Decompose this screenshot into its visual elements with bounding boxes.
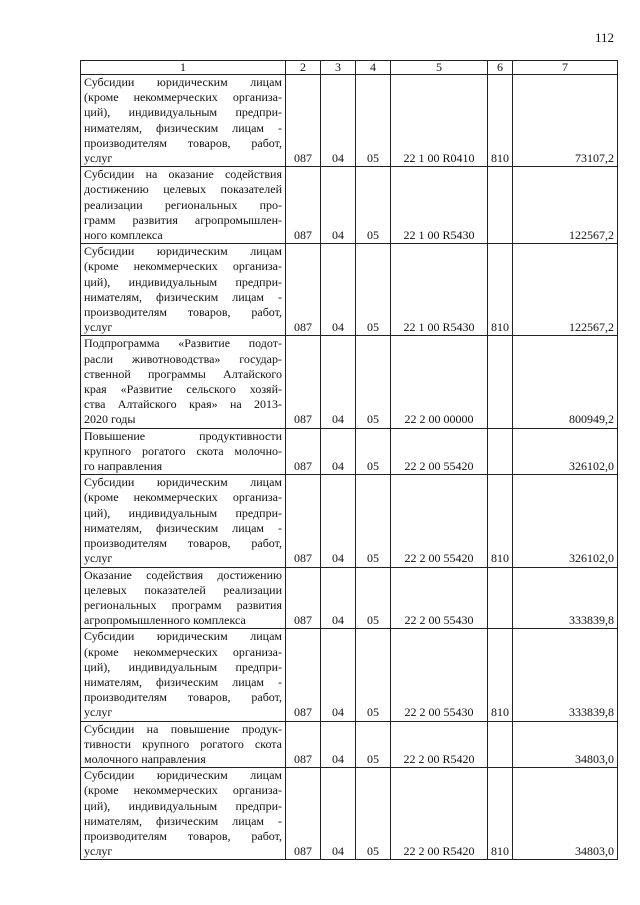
description-line: нимателям, физическим лицам - (84, 813, 282, 828)
target-item-code: 22 2 00 00000 (391, 336, 488, 428)
expense-type-code: 810 (488, 475, 513, 567)
column-header: 4 (356, 61, 391, 75)
row-description (81, 336, 286, 428)
subsection-code: 05 (356, 629, 391, 721)
subsection-code: 05 (356, 567, 391, 629)
description-line: нимателям, физическим лицам - (84, 674, 282, 689)
column-header: 2 (286, 61, 321, 75)
ministry-code: 087 (286, 336, 321, 428)
description-line: Субсидии юридическим лицам (84, 244, 282, 259)
section-code: 04 (321, 475, 356, 567)
description-line: Подпрограмма «Развитие подот- (84, 336, 282, 351)
description-line: Оказание содействия достижению (84, 567, 282, 582)
table-row (81, 475, 618, 567)
column-header: 1 (81, 61, 286, 75)
table-header-row (81, 61, 618, 75)
section-code: 04 (321, 167, 356, 244)
budget-table-body (81, 61, 618, 860)
target-item-code: 22 2 00 55420 (391, 475, 488, 567)
subsection-code: 05 (356, 475, 391, 567)
expense-type-code (488, 721, 513, 768)
description-line: услуг (84, 320, 113, 335)
row-description (81, 567, 286, 629)
table-row (81, 336, 618, 428)
description-line: ций), индивидуальным предпри- (84, 105, 282, 120)
target-item-code: 22 2 00 R5420 (391, 721, 488, 768)
subsection-code: 05 (356, 336, 391, 428)
description-line: (кроме некоммерческих организа- (84, 783, 282, 798)
table-row (81, 75, 618, 167)
description-line: услуг (84, 151, 113, 166)
description-line: (кроме некоммерческих организа- (84, 259, 282, 274)
expense-type-code: 810 (488, 768, 513, 860)
table-row (81, 428, 618, 475)
section-code: 04 (321, 336, 356, 428)
description-line: производителям товаров, работ, (84, 536, 282, 551)
target-item-code: 22 2 00 55420 (391, 428, 488, 475)
amount-value: 326102,0 (513, 428, 618, 475)
ministry-code: 087 (286, 567, 321, 629)
target-item-code: 22 1 00 R0410 (391, 75, 488, 167)
target-item-code: 22 2 00 55430 (391, 629, 488, 721)
table-row (81, 721, 618, 768)
target-item-code: 22 2 00 55430 (391, 567, 488, 629)
description-line: услуг (84, 705, 113, 720)
target-item-code: 22 1 00 R5430 (391, 167, 488, 244)
expense-type-code: 810 (488, 629, 513, 721)
description-line: Субсидии юридическим лицам (84, 475, 282, 490)
amount-value: 122567,2 (513, 167, 618, 244)
column-header: 7 (513, 61, 618, 75)
description-line: реализации региональных про- (84, 197, 282, 212)
description-line: 2020 годы (84, 412, 136, 427)
description-line: нимателям, физическим лицам - (84, 120, 282, 135)
ministry-code: 087 (286, 721, 321, 768)
subsection-code: 05 (356, 244, 391, 336)
subsection-code: 05 (356, 768, 391, 860)
ministry-code: 087 (286, 768, 321, 860)
description-line: (кроме некоммерческих организа- (84, 644, 282, 659)
amount-value: 34803,0 (513, 768, 618, 860)
description-line: Субсидии на оказание содействия (84, 167, 282, 182)
description-line: ственной программы Алтайского (84, 366, 282, 381)
amount-value: 73107,2 (513, 75, 618, 167)
section-code: 04 (321, 567, 356, 629)
row-description (81, 75, 286, 167)
subsection-code: 05 (356, 167, 391, 244)
description-line: производителям товаров, работ, (84, 135, 282, 150)
column-header: 3 (321, 61, 356, 75)
description-line: ций), индивидуальным предпри- (84, 274, 282, 289)
expense-type-code (488, 167, 513, 244)
description-line: нимателям, физическим лицам - (84, 520, 282, 535)
ministry-code: 087 (286, 244, 321, 336)
description-line: производителям товаров, работ, (84, 690, 282, 705)
table-row (81, 244, 618, 336)
description-line: ства Алтайского края» на 2013- (84, 397, 282, 412)
description-line: крупного рогатого скота молочно- (84, 443, 282, 458)
expense-type-code: 810 (488, 244, 513, 336)
description-line: ций), индивидуальным предпри- (84, 659, 282, 674)
expense-type-code: 810 (488, 75, 513, 167)
ministry-code: 087 (286, 167, 321, 244)
row-description (81, 475, 286, 567)
table-row (81, 629, 618, 721)
section-code: 04 (321, 721, 356, 768)
table-row (81, 768, 618, 860)
ministry-code: 087 (286, 428, 321, 475)
amount-value: 333839,8 (513, 567, 618, 629)
description-line: производителям товаров, работ, (84, 828, 282, 843)
description-line: региональных программ развития (84, 597, 282, 612)
subsection-code: 05 (356, 721, 391, 768)
section-code: 04 (321, 629, 356, 721)
description-line: достижению целевых показателей (84, 182, 282, 197)
expense-type-code (488, 336, 513, 428)
row-description (81, 428, 286, 475)
row-description (81, 167, 286, 244)
description-line: (кроме некоммерческих организа- (84, 490, 282, 505)
description-line: ного комплекса (84, 228, 163, 243)
description-line: услуг (84, 844, 113, 859)
ministry-code: 087 (286, 75, 321, 167)
subsection-code: 05 (356, 428, 391, 475)
description-line: расли животноводства» государ- (84, 351, 282, 366)
ministry-code: 087 (286, 629, 321, 721)
table-row (81, 567, 618, 629)
description-line: Субсидии юридическим лицам (84, 75, 282, 89)
section-code: 04 (321, 75, 356, 167)
row-description (81, 629, 286, 721)
description-line: го направления (84, 459, 163, 474)
section-code: 04 (321, 428, 356, 475)
budget-table (80, 60, 618, 860)
description-line: агропромышленного комплекса (84, 613, 246, 628)
description-line: ций), индивидуальным предпри- (84, 505, 282, 520)
row-description (81, 768, 286, 860)
section-code: 04 (321, 244, 356, 336)
section-code: 04 (321, 768, 356, 860)
description-line: производителям товаров, работ, (84, 305, 282, 320)
description-line: (кроме некоммерческих организа- (84, 90, 282, 105)
description-line: Субсидии юридическим лицам (84, 629, 282, 644)
description-line: Повышение продуктивности (84, 428, 282, 443)
description-line: услуг (84, 551, 113, 566)
description-line: ций), индивидуальным предпри- (84, 798, 282, 813)
expense-type-code (488, 567, 513, 629)
description-line: грамм развития агропромышлен- (84, 212, 282, 227)
target-item-code: 22 2 00 R5420 (391, 768, 488, 860)
ministry-code: 087 (286, 475, 321, 567)
column-header: 5 (391, 61, 488, 75)
description-line: молочного направления (84, 751, 206, 766)
amount-value: 326102,0 (513, 475, 618, 567)
description-line: Субсидии юридическим лицам (84, 768, 282, 783)
row-description (81, 721, 286, 768)
table-row (81, 167, 618, 244)
amount-value: 333839,8 (513, 629, 618, 721)
expense-type-code (488, 428, 513, 475)
amount-value: 800949,2 (513, 336, 618, 428)
row-description (81, 244, 286, 336)
description-line: нимателям, физическим лицам - (84, 289, 282, 304)
description-line: края «Развитие сельского хозяй- (84, 382, 282, 397)
target-item-code: 22 1 00 R5430 (391, 244, 488, 336)
amount-value: 122567,2 (513, 244, 618, 336)
subsection-code: 05 (356, 75, 391, 167)
column-header: 6 (488, 61, 513, 75)
amount-value: 34803,0 (513, 721, 618, 768)
description-line: тивности крупного рогатого скота (84, 736, 282, 751)
description-line: целевых показателей реализации (84, 582, 282, 597)
description-line: Субсидии на повышение продук- (84, 721, 282, 736)
page-number: 112 (594, 30, 614, 45)
